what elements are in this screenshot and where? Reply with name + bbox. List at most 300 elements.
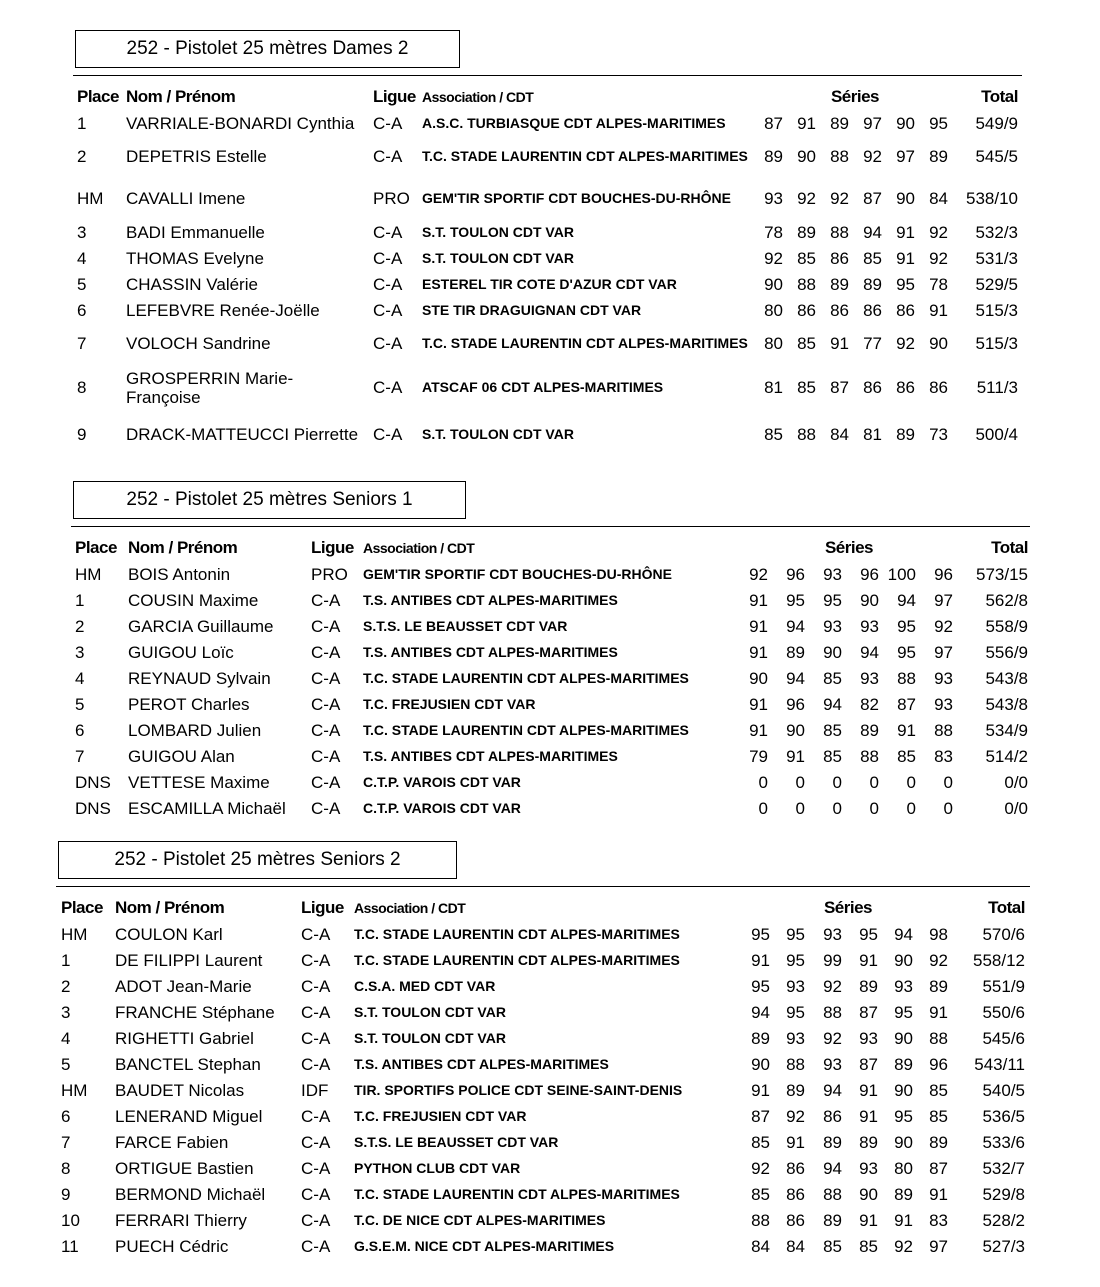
series-score-cell-text: 93 [860,668,879,688]
total-cell-text: 532/7 [982,1158,1025,1178]
series-score-cell-text: 89 [823,1132,842,1152]
series-score-cell [913,613,953,639]
place-cell [75,613,84,639]
header-series: Séries [823,898,873,917]
total-cell-text: 528/2 [982,1210,1025,1230]
association-cell-text: T.C. FREJUSIEN CDT VAR [363,695,536,712]
ligue-cell-text: C-A [301,976,331,996]
series-score-cell-text: 81 [764,378,783,397]
series-score-cell-text: 91 [786,1132,805,1152]
header-series: Séries [824,538,874,557]
series-score-cell-text: 92 [894,1236,913,1256]
series-score-cell-text: 85 [823,720,842,740]
association-cell-text: S.T.S. LE BEAUSSET CDT VAR [354,1133,559,1150]
table-row [0,743,1100,769]
total-cell [948,111,1018,136]
total-cell [958,691,1028,717]
series-score-cell [873,921,913,947]
association-cell-text: STE TIR DRAGUIGNAN CDT VAR [422,301,642,318]
series-score-cell [802,665,842,691]
association-cell [354,1025,734,1051]
series-score-cell-text: 93 [859,1028,878,1048]
association-cell [363,691,733,717]
series-score-cell [913,691,953,717]
series-score-cell [908,177,948,219]
series-score-cell-text: 97 [896,147,915,166]
association-cell [354,1155,734,1181]
series-score-cell-text: 84 [786,1236,805,1256]
series-score-cell-text: 93 [934,668,953,688]
series-score-cell [802,921,842,947]
series-score-cell [765,947,805,973]
place-cell-text: DNS [75,772,111,792]
name-cell-text: COULON Karl [115,924,223,944]
name-cell [128,691,303,717]
series-score-cell-text: 89 [823,1210,842,1230]
series-score-cell [913,587,953,613]
total-cell-text: 529/8 [982,1184,1025,1204]
series-score-cell-text: 91 [830,334,849,353]
total-cell-text: 532/3 [975,222,1018,242]
total-cell-text: 529/5 [975,274,1018,294]
association-cell [354,1207,734,1233]
series-score-cell-text: 90 [894,950,913,970]
series-score-cell-text: 90 [749,668,768,688]
ligue-cell-text: C-A [373,378,403,397]
series-score-cell [908,323,948,364]
name-cell [115,1233,293,1259]
series-score-cell-text: 0 [906,772,916,792]
ligue-cell [301,999,330,1025]
name-cell-text: BADI Emmanuelle [126,222,265,242]
table-row [0,411,1100,457]
table-row [0,999,1100,1025]
series-score-cell-text: 93 [786,976,805,996]
series-score-cell [838,1103,878,1129]
association-cell-text: ESTEREL TIR COTE D'AZUR CDT VAR [422,275,677,292]
association-cell-text: T.S. ANTIBES CDT ALPES-MARITIMES [363,591,618,608]
section-rule [73,75,1022,76]
series-score-cell [765,795,805,821]
header-association: Association / CDT [363,540,475,556]
series-score-cell-text: 89 [863,274,882,294]
table-row [0,323,1100,364]
table-row [0,769,1100,795]
table-row [0,1207,1100,1233]
series-score-cell [730,1025,770,1051]
table-row [0,177,1100,219]
name-cell-text: BANCTEL Stephan [115,1054,261,1074]
series-score-cell-text: 87 [929,1158,948,1178]
ligue-cell-text: C-A [301,1158,331,1178]
total-cell-text: 550/6 [982,1002,1025,1022]
table-row [0,947,1100,973]
total-cell [948,245,1018,271]
series-score-cell [802,769,842,795]
association-cell-text: S.T. TOULON CDT VAR [422,249,574,266]
place-cell-text: 3 [75,642,85,662]
series-score-cell-text: 88 [823,1002,842,1022]
series-score-cell-text: 89 [786,642,805,662]
series-score-cell [730,1207,770,1233]
place-cell-text: 1 [77,114,87,133]
series-score-cell-text: 91 [929,300,948,320]
series-score-cell-text: 91 [751,950,770,970]
association-cell [363,743,733,769]
ligue-cell-text: IDF [301,1080,329,1100]
series-score-cell-text: 94 [823,694,842,714]
name-cell [126,136,365,177]
association-cell [363,639,733,665]
series-score-cell-text: 92 [896,334,915,353]
series-score-cell [838,1129,878,1155]
ligue-cell-text: C-A [301,1184,331,1204]
series-score-cell-text: 87 [764,114,783,133]
association-cell-text: C.T.P. VAROIS CDT VAR [363,799,521,816]
association-cell-text: T.C. STADE LAURENTIN CDT ALPES-MARITIMES [354,951,680,968]
ligue-cell [373,245,402,271]
section-title: 252 - Pistolet 25 mètres Seniors 1 [73,481,466,519]
total-cell-text: 543/8 [985,694,1028,714]
series-score-cell-text: 92 [749,564,768,584]
ligue-cell-text: C-A [373,114,403,133]
ligue-cell-text: C-A [311,642,341,662]
association-cell [422,271,752,297]
ligue-cell [301,1207,330,1233]
series-score-cell-text: 95 [786,590,805,610]
series-score-cell [838,1181,878,1207]
series-score-cell-text: 96 [934,564,953,584]
series-score-cell-text: 87 [897,694,916,714]
series-score-cell-text: 89 [929,976,948,996]
total-cell [958,795,1028,821]
series-score-cell-text: 78 [929,274,948,294]
series-score-cell-text: 92 [786,1106,805,1126]
total-cell [948,323,1018,364]
place-cell-text: 5 [61,1054,71,1074]
place-cell-text: HM [61,1080,88,1100]
series-score-cell-text: 95 [751,976,770,996]
place-cell-text: 5 [77,274,87,294]
series-score-cell-text: 87 [863,188,882,208]
series-score-cell-text: 89 [786,1080,805,1100]
place-cell [77,364,86,411]
association-cell [363,795,733,821]
place-cell [77,177,103,219]
series-score-cell-text: 95 [786,1002,805,1022]
ligue-cell [373,411,402,457]
ligue-cell-text: C-A [311,720,341,740]
series-score-cell-text: 83 [934,746,953,766]
place-cell-text: 7 [61,1132,71,1152]
series-score-cell-text: 88 [786,1054,805,1074]
total-cell-text: 573/15 [976,564,1028,584]
series-score-cell [765,1103,805,1129]
name-cell-text: COUSIN Maxime [128,590,259,610]
ligue-cell-text: C-A [373,300,403,320]
series-score-cell-text: 94 [897,590,916,610]
series-score-cell [765,1025,805,1051]
series-score-cell [802,973,842,999]
name-cell-text: DRACK-MATTEUCCI Pierrette [126,424,359,444]
series-score-cell [802,1103,842,1129]
series-score-cell [765,639,805,665]
series-score-cell [839,717,879,743]
series-score-cell [876,587,916,613]
total-cell [958,613,1028,639]
series-score-cell-text: 91 [749,616,768,636]
place-cell [75,561,101,587]
ligue-cell [301,973,330,999]
series-score-cell [838,1207,878,1233]
place-cell [75,743,84,769]
series-score-cell-text: 90 [929,334,948,353]
association-cell [354,947,734,973]
header-total: Total [988,898,1025,917]
series-score-cell-text: 90 [797,147,816,166]
place-cell [61,1155,70,1181]
header-name: Nom / Prénom [126,87,236,106]
series-score-cell-text: 92 [797,188,816,208]
series-score-cell [876,743,916,769]
association-cell-text: GEM'TIR SPORTIF CDT BOUCHES-DU-RHÔNE [363,565,672,582]
name-cell-text: ORTIGUE Bastien [115,1158,254,1178]
series-score-cell [873,1051,913,1077]
total-cell-text: 562/8 [985,590,1028,610]
association-cell [363,561,733,587]
table-row [0,973,1100,999]
series-score-cell [802,947,842,973]
series-score-cell-text: 95 [751,924,770,944]
total-cell [955,1077,1025,1103]
series-score-cell [728,639,768,665]
series-score-cell-text: 78 [764,222,783,242]
ligue-cell-text: C-A [301,1106,331,1126]
association-cell-text: A.S.C. TURBIASQUE CDT ALPES-MARITIMES [422,115,726,131]
place-cell [75,717,84,743]
name-cell [128,613,303,639]
place-cell-text: 9 [61,1184,71,1204]
name-cell-text: FARCE Fabien [115,1132,229,1152]
series-score-cell-text: 91 [859,950,878,970]
series-score-cell [765,921,805,947]
ligue-cell-text: C-A [373,248,403,268]
place-cell [75,691,84,717]
name-cell [115,1181,293,1207]
association-cell [354,921,734,947]
table-row [0,561,1100,587]
series-score-cell-text: 0 [758,772,768,792]
series-score-cell [728,587,768,613]
total-cell [958,587,1028,613]
series-score-cell-text: 95 [894,1002,913,1022]
name-cell [115,1025,293,1051]
ligue-cell-text: C-A [301,950,331,970]
ligue-cell-text: C-A [301,1236,331,1256]
series-score-cell [908,1181,948,1207]
series-score-cell-text: 90 [786,720,805,740]
series-score-cell [802,1155,842,1181]
name-cell-text: LOMBARD Julien [128,720,262,740]
series-score-cell-text: 91 [897,720,916,740]
place-cell [61,1103,70,1129]
association-cell [422,411,752,457]
series-score-cell-text: 88 [860,746,879,766]
series-score-cell-text: 99 [823,950,842,970]
total-cell-text: 549/9 [975,114,1018,133]
series-score-cell-text: 88 [823,1184,842,1204]
series-score-cell [873,1077,913,1103]
place-cell [75,769,111,795]
association-cell-text: C.T.P. VAROIS CDT VAR [363,773,521,790]
association-cell-text: S.T. TOULON CDT VAR [422,425,574,442]
series-score-cell [913,561,953,587]
series-score-cell [802,999,842,1025]
table-row [0,1129,1100,1155]
ligue-cell-text: C-A [311,590,341,610]
ligue-cell-text: C-A [301,1054,331,1074]
ligue-cell [373,219,402,245]
series-score-cell [873,1155,913,1181]
series-score-cell-text: 93 [860,616,879,636]
series-score-cell-text: 85 [897,746,916,766]
series-score-cell-text: 85 [797,334,816,353]
series-score-cell-text: 91 [859,1106,878,1126]
table-row [0,691,1100,717]
series-score-cell-text: 0 [758,798,768,818]
series-score-cell-text: 83 [929,1210,948,1230]
series-score-cell-text: 85 [751,1184,770,1204]
ligue-cell [301,1129,330,1155]
table-row [0,1181,1100,1207]
association-cell-text: T.C. STADE LAURENTIN CDT ALPES-MARITIMES [363,721,689,738]
total-cell-text: 534/9 [985,720,1028,740]
series-score-cell [765,1051,805,1077]
association-cell [422,219,752,245]
series-score-cell-text: 91 [859,1080,878,1100]
total-cell [955,1181,1025,1207]
total-cell [955,947,1025,973]
series-score-cell-text: 92 [830,188,849,208]
association-cell-text: T.C. FREJUSIEN CDT VAR [354,1107,527,1124]
series-score-cell [908,245,948,271]
total-cell-text: 570/6 [982,924,1025,944]
series-score-cell-text: 86 [863,378,882,397]
association-cell [422,364,752,411]
ligue-cell-text: PRO [373,188,410,208]
name-cell-text: FRANCHE Stéphane [115,1002,275,1022]
series-score-cell-text: 94 [894,924,913,944]
series-score-cell-text: 88 [934,720,953,740]
total-cell-text: 556/9 [985,642,1028,662]
series-score-cell [765,691,805,717]
total-cell-text: 511/3 [976,378,1018,397]
header-total: Total [991,538,1028,557]
association-cell [422,297,752,323]
ligue-cell [301,921,330,947]
ligue-cell [373,136,402,177]
series-score-cell-text: 80 [894,1158,913,1178]
series-score-cell-text: 94 [786,616,805,636]
total-cell [955,973,1025,999]
series-score-cell-text: 86 [830,300,849,320]
series-score-cell-text: 94 [786,668,805,688]
series-score-cell [730,1129,770,1155]
series-score-cell [908,1233,948,1259]
total-cell [955,1103,1025,1129]
table-row [0,1025,1100,1051]
series-score-cell-text: 93 [859,1158,878,1178]
series-score-cell [728,795,768,821]
series-score-cell [908,973,948,999]
total-cell-text: 514/2 [985,746,1028,766]
name-cell [115,1077,293,1103]
series-score-cell-text: 93 [823,564,842,584]
association-cell [363,769,733,795]
series-score-cell-text: 90 [896,188,915,208]
association-cell-text: S.T. TOULON CDT VAR [354,1003,506,1020]
series-score-cell [765,1233,805,1259]
association-cell-text: T.C. STADE LAURENTIN CDT ALPES-MARITIMES [422,335,748,351]
name-cell-text: ADOT Jean-Marie [115,976,252,996]
series-score-cell-text: 90 [894,1028,913,1048]
total-cell-text: 543/11 [974,1054,1025,1074]
series-score-cell [765,665,805,691]
series-score-cell [802,1051,842,1077]
total-cell-text: 0/0 [1004,798,1028,818]
series-score-cell [876,717,916,743]
association-cell-text: S.T. TOULON CDT VAR [422,223,574,240]
place-cell-text: HM [75,564,102,584]
name-cell-text: PUECH Cédric [115,1236,229,1256]
name-cell [126,411,365,457]
series-score-cell [873,973,913,999]
series-score-cell [802,1129,842,1155]
ligue-cell-text: C-A [311,694,341,714]
name-cell [126,219,365,245]
series-score-cell [908,1077,948,1103]
series-score-cell [802,613,842,639]
total-cell-text: 515/3 [975,334,1018,353]
series-score-cell [728,717,768,743]
series-score-cell-text: 97 [929,1236,948,1256]
total-cell [958,639,1028,665]
association-cell-text: ATSCAF 06 CDT ALPES-MARITIMES [422,379,664,395]
series-score-cell [730,921,770,947]
series-score-cell-text: 92 [764,248,783,268]
ligue-cell-text: C-A [301,1028,331,1048]
name-cell [115,947,293,973]
series-score-cell-text: 96 [786,694,805,714]
total-cell [958,717,1028,743]
header-place: Place [75,538,117,557]
series-score-cell [876,639,916,665]
series-score-cell-text: 85 [929,1106,948,1126]
place-cell-text: 3 [61,1002,71,1022]
table-row [0,245,1100,271]
series-score-cell-text: 89 [797,222,816,242]
table-row [0,219,1100,245]
ligue-cell [311,587,340,613]
series-score-cell [908,219,948,245]
place-cell [77,136,86,177]
total-cell-text: 558/12 [973,950,1025,970]
series-score-cell-text: 88 [897,668,916,688]
ligue-cell-text: C-A [311,746,341,766]
series-score-cell-text: 85 [823,668,842,688]
series-score-cell [839,639,879,665]
series-score-cell-text: 89 [751,1028,770,1048]
